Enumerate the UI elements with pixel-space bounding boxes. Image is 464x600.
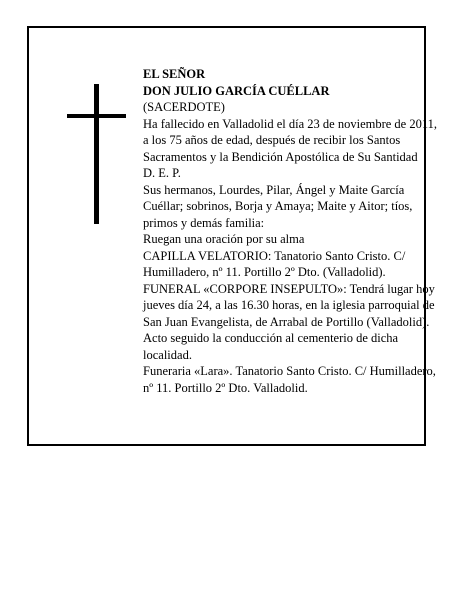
deceased-name: DON JULIO GARCÍA CUÉLLAR [143, 83, 330, 98]
cross-icon [94, 84, 99, 224]
obituary-card [27, 26, 438, 446]
funeral-home-info: Funeraria «Lara». Tanatorio Santo Cristo. C/ Humilladero, nº 11. Portillo 2º Dto. Valladolid. [143, 364, 436, 395]
title-line-1: EL SEÑOR [143, 67, 206, 81]
death-announcement: Ha fallecido en Valladolid el día 23 de noviembre de 2011, a los 75 años de edad, después de recibir los Santos Sacramentos y la Bendición Apostólica de Su Santidad [143, 116, 438, 164]
cross-icon-bar [67, 114, 126, 118]
dep: D. E. P. [143, 166, 181, 180]
funeral-info: FUNERAL «CORPORE INSEPULTO»: Tendrá lugar hoy jueves día 24, a las 16.30 horas, en la iglesia parroquial de San Juan Evangelista, de Arrabal de Portillo (Valladolid). Acto seguido la conducción al cementerio de dicha localidad. [143, 281, 435, 362]
deceased-title: (SACERDOTE) [143, 100, 225, 114]
family-list: Sus hermanos, Lourdes, Pilar, Ángel y Maite García Cuéllar; sobrinos, Borja y Amaya; Maite y Aitor; tíos, primos y demás familia: [143, 182, 413, 230]
obituary-text [143, 66, 443, 396]
prayer-request: Ruegan una oración por su alma [143, 232, 305, 246]
chapel-info: CAPILLA VELATORIO: Tanatorio Santo Cristo. C/ Humilladero, nº 11. Portillo 2º Dto. (Valladolid). [143, 248, 406, 279]
